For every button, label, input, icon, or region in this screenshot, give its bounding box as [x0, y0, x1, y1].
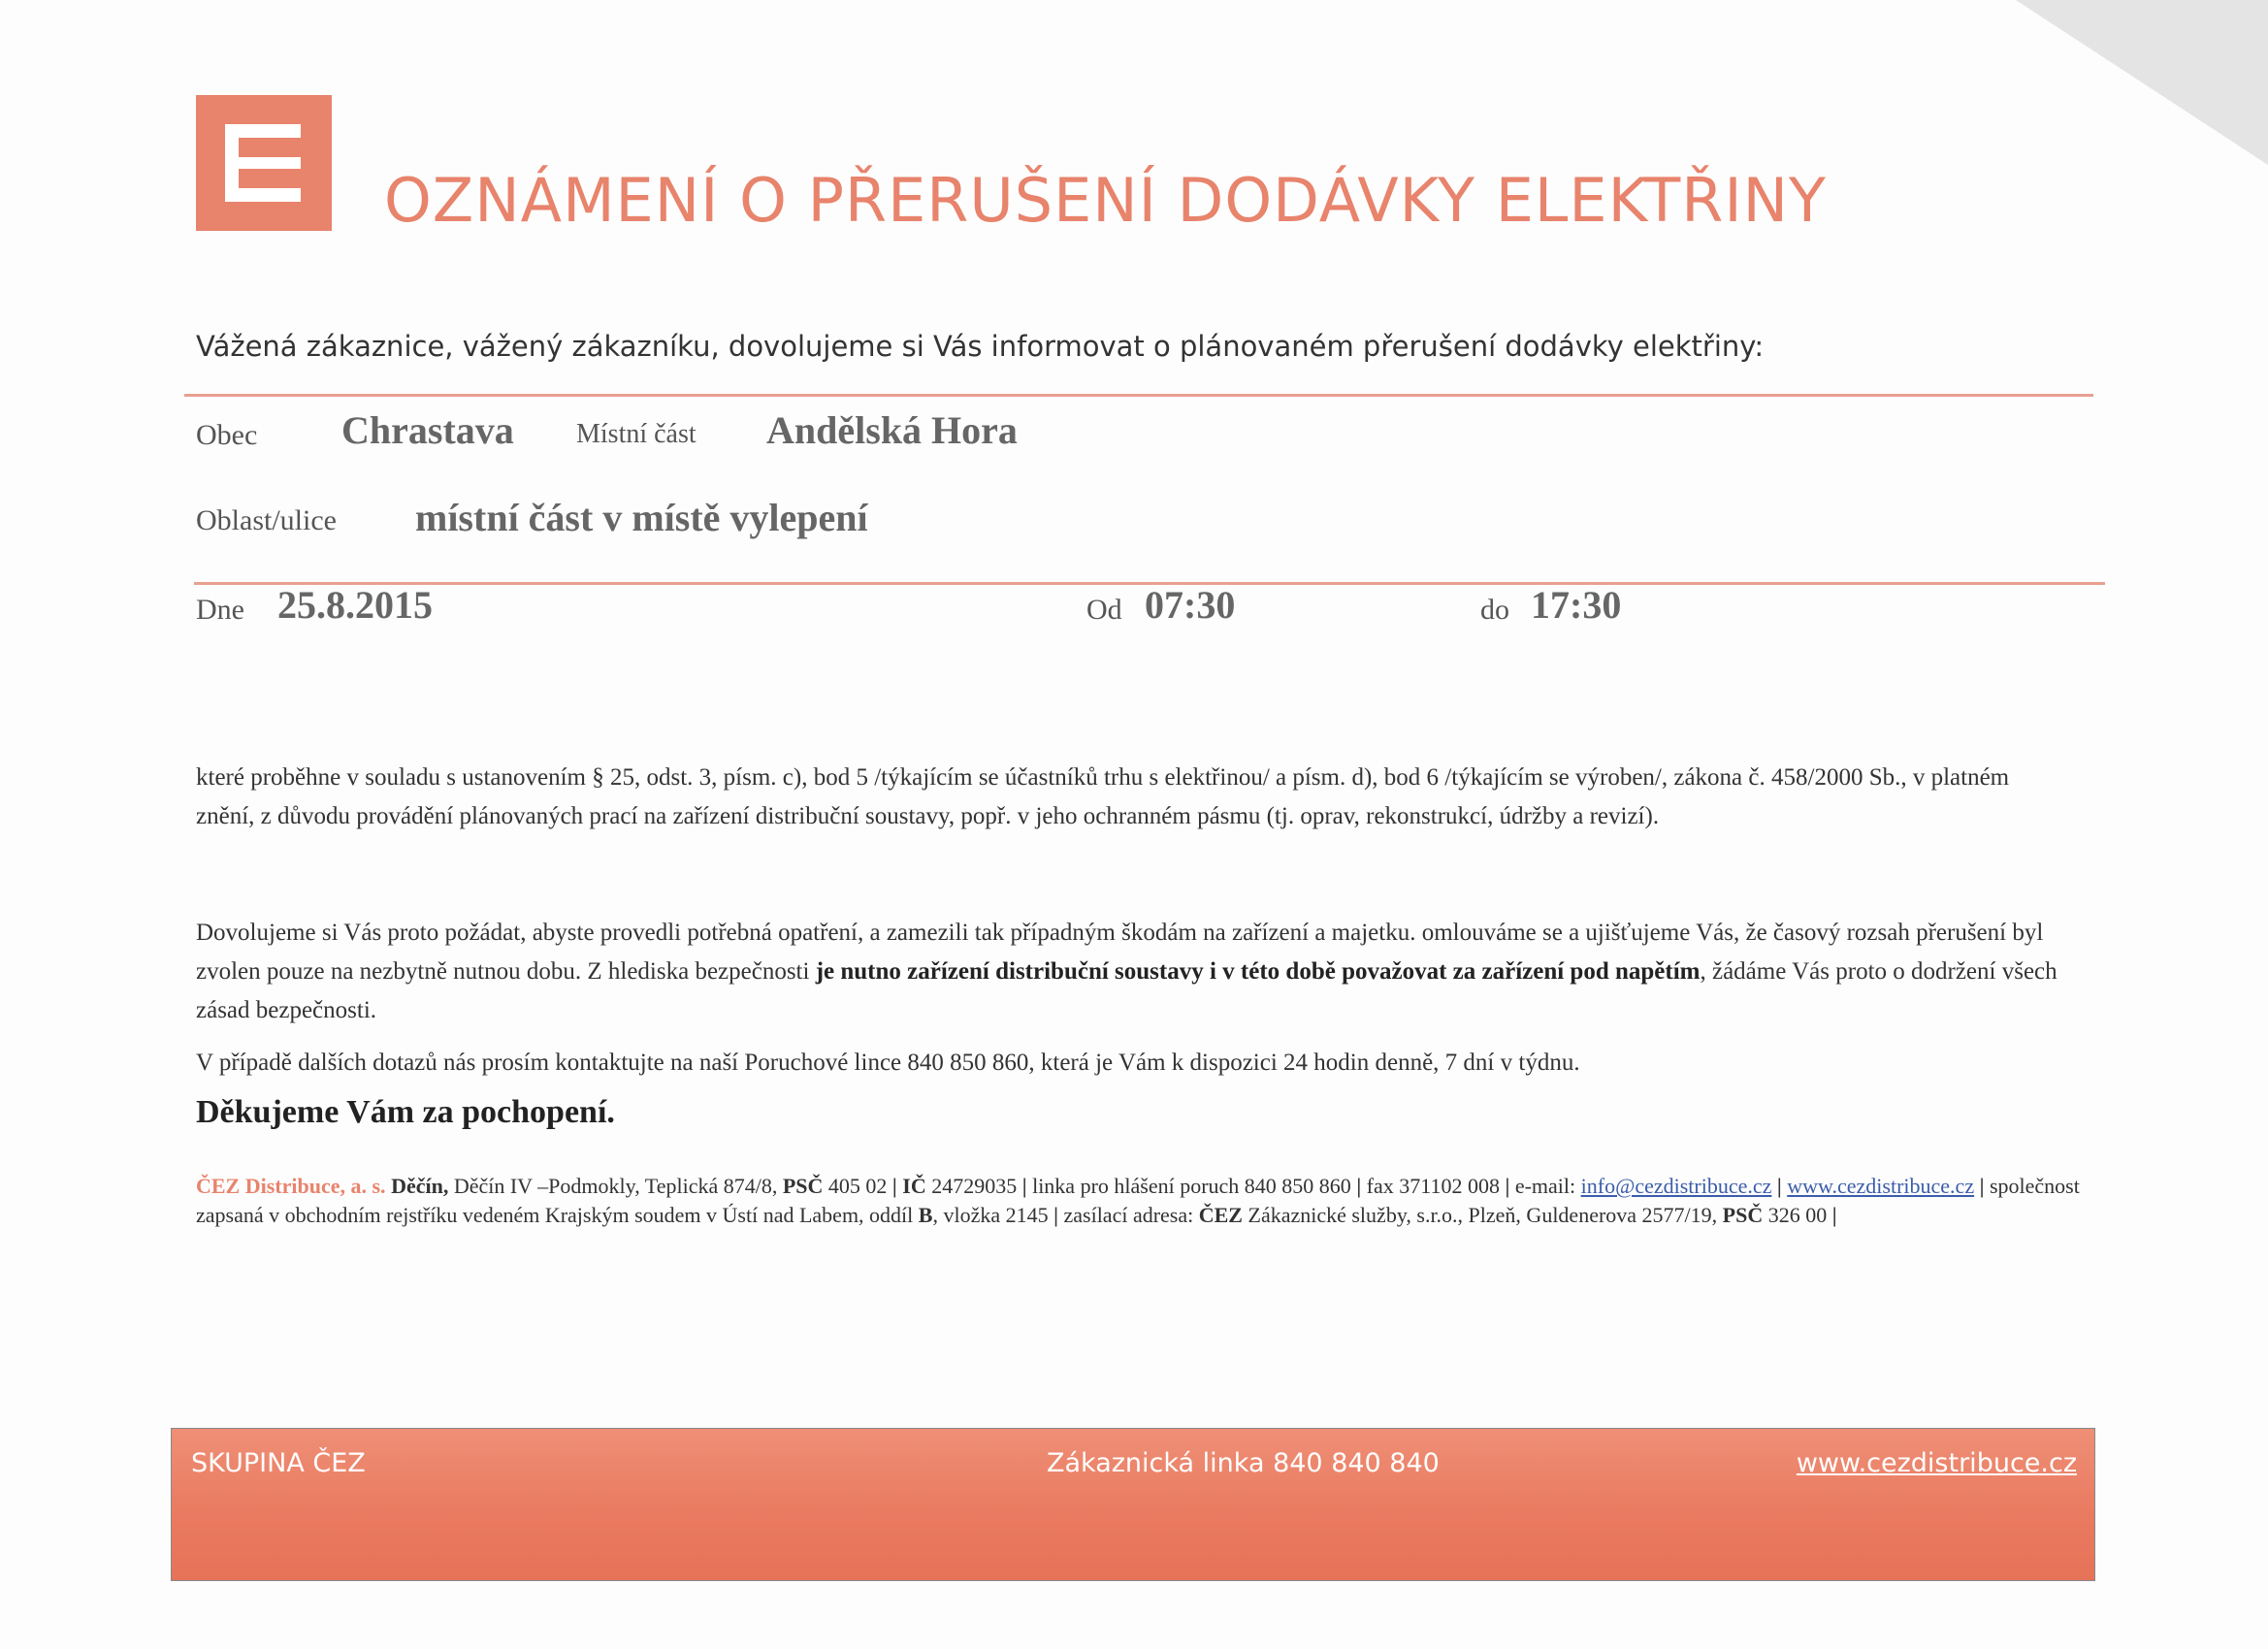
- cez-logo-icon: [196, 95, 332, 231]
- greeting-text: Vážená zákaznice, vážený zákazníku, dovolujeme si Vás informovat o plánovaném přerušení dodávky elektřiny:: [196, 330, 1765, 363]
- od-value: 07:30: [1145, 583, 1236, 627]
- company-registry: společnost zapsaná v obchodním rejstříku vedeném Krajským soudem v Ústí nad Labem, oddíl: [196, 1174, 2080, 1227]
- page-fold-corner: [2016, 0, 2268, 165]
- do-value: 17:30: [1531, 583, 1622, 627]
- oblast-label: Oblast/ulice: [196, 504, 337, 536]
- company-postal-label: zasílací adresa:: [1063, 1203, 1194, 1227]
- band-web-link[interactable]: www.cezdistribuce.cz: [1796, 1448, 2077, 1478]
- company-email-link[interactable]: info@cezdistribuce.cz: [1580, 1174, 1772, 1198]
- obec-label: Obec: [196, 419, 258, 451]
- company-ic: 24729035: [931, 1174, 1018, 1198]
- band-group-name: SKUPINA ČEZ: [191, 1448, 366, 1478]
- company-hotline: linka pro hlášení poruch 840 850 860: [1032, 1174, 1351, 1198]
- thanks-text: Děkujeme Vám za pochopení.: [196, 1094, 615, 1130]
- company-address: Děčín IV –Podmokly, Teplická 874/8,: [453, 1174, 778, 1198]
- mistni-cast-label: Místní část: [576, 419, 697, 449]
- company-registry-oddil: B: [918, 1203, 933, 1227]
- contact-paragraph: V případě dalších dotazů nás prosím kontaktujte na naší Poruchové lince 840 850 860, která je Vám k dispozici 24 hodin denně, 7 dní v týdnu.: [196, 1050, 1580, 1076]
- dne-label: Dne: [196, 594, 244, 626]
- footer-band: [171, 1428, 2095, 1581]
- company-postal-psc-label: PSČ: [1722, 1203, 1764, 1227]
- company-brand: ČEZ Distribuce, a. s.: [196, 1174, 386, 1198]
- mistni-cast-value: Andělská Hora: [766, 408, 1018, 452]
- company-postal-address: Zákaznické služby, s.r.o., Plzeň, Guldenerova 2577/19,: [1247, 1203, 1718, 1227]
- company-city: Děčín,: [391, 1174, 449, 1198]
- company-ic-label: IČ: [902, 1174, 926, 1198]
- oblast-value: místní část v místě vylepení: [415, 496, 868, 539]
- company-info: ČEZ Distribuce, a. s. Děčín, Děčín IV –Podmokly, Teplická 874/8, PSČ 405 02 | IČ 24729035 | linka pro hlášení poruch 840 850 860 | fax 371102 008 | e-mail: info@cezdistribuce.cz | www.cezdistribuce.cz | společnost zapsaná v obchodním rejstříku vedeném Krajským soudem v Ústí nad Labem, oddíl B, vložka 2145 | zasílací adresa: ČEZ Zákaznické služby, s.r.o., Plzeň, Guldenerova 2577/19, PSČ 326 00 |: [196, 1174, 2080, 1227]
- request-text-b: , žádáme Vás proto o dodržení všech zásad bezpečnosti.: [196, 958, 2057, 1023]
- request-paragraph: [196, 914, 2068, 1030]
- od-label: Od: [1086, 594, 1122, 626]
- company-fax: fax 371102 008: [1366, 1174, 1500, 1198]
- divider-top: [184, 394, 2093, 397]
- company-registry-vlozka: , vložka 2145: [932, 1203, 1049, 1227]
- company-email-label: e-mail:: [1514, 1174, 1576, 1198]
- page-title: OZNÁMENÍ O PŘERUŠENÍ DODÁVKY ELEKTŘINY: [384, 165, 1827, 236]
- obec-value: Chrastava: [341, 408, 514, 452]
- company-psc-label: PSČ: [782, 1174, 824, 1198]
- legal-paragraph: které proběhne v souladu s ustanovením § 25, odst. 3, písm. c), bod 5 /týkajícím se účastníků trhu s elektřinou/ a písm. d), bod 6 /týkajícím se výroben/, zákona č. 458/2000 Sb., v platném znění, z důvodu provádění plánovaných prací na zařízení distribuční soustavy, popř. v jeho ochranném pásmu (tj. oprav, rekonstrukcí, údržby a revizí).: [196, 764, 2010, 829]
- request-text-a: Dovolujeme si Vás proto požádat, abyste provedli potřebná opatření, a zamezili tak případným škodám na zařízení a majetku. omlouváme se a ujišťujeme Vás, že časový rozsah přerušení byl zvolen pouze na nezbytně nutnou dobu. Z hlediska bezpečnosti: [196, 920, 2044, 985]
- band-customer-line: Zákaznická linka 840 840 840: [1047, 1448, 1440, 1478]
- dne-value: 25.8.2015: [277, 583, 433, 627]
- company-postal-psc: 326 00: [1767, 1203, 1828, 1227]
- do-label: do: [1480, 594, 1509, 626]
- company-web-link[interactable]: www.cezdistribuce.cz: [1787, 1174, 1975, 1198]
- company-postal-company: ČEZ: [1198, 1203, 1243, 1227]
- request-text-bold: je nutno zařízení distribuční soustavy i v této době považovat za zařízení pod napětím: [815, 958, 1701, 985]
- company-psc: 405 02: [827, 1174, 888, 1198]
